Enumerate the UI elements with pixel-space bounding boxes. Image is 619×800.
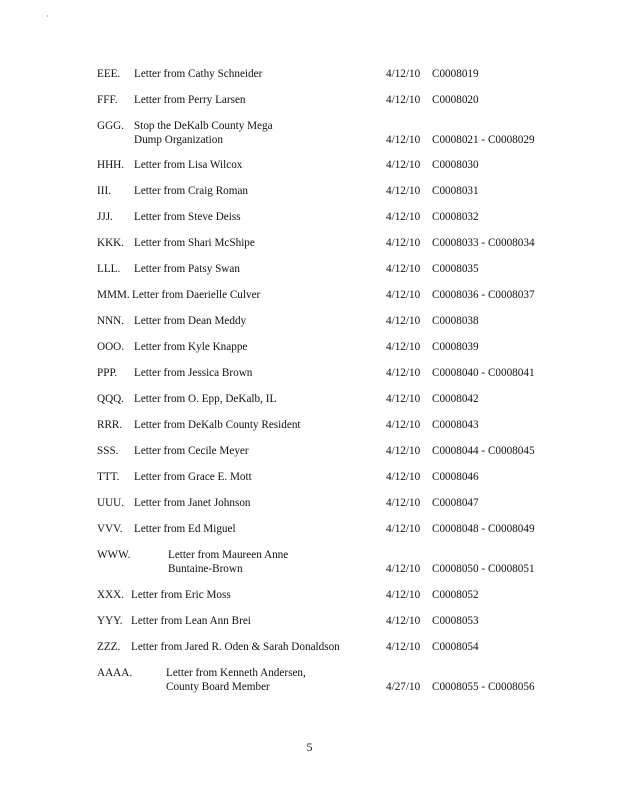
exhibit-date: 4/12/10 — [386, 237, 421, 249]
exhibit-entry — [0, 522, 619, 536]
exhibit-date: 4/12/10 — [386, 263, 421, 275]
exhibit-description: Letter from Grace E. Mott — [134, 471, 252, 483]
exhibit-description: Buntaine-Brown — [168, 563, 243, 575]
bates-number: C0008044 - C0008045 — [432, 445, 535, 457]
exhibit-date: 4/27/10 — [386, 681, 421, 693]
exhibit-entry — [0, 314, 619, 328]
exhibit-date: 4/12/10 — [386, 641, 421, 653]
exhibit-code: UUU. — [97, 497, 125, 509]
bates-number: C0008036 - C0008037 — [432, 289, 535, 301]
exhibit-entry — [0, 666, 619, 694]
exhibit-code: GGG. — [97, 120, 125, 132]
bates-number: C0008046 — [432, 471, 479, 483]
exhibit-entry — [0, 640, 619, 654]
exhibit-description: Letter from Craig Roman — [134, 185, 249, 197]
exhibit-entry — [0, 184, 619, 198]
exhibit-code: NNN. — [97, 315, 125, 327]
bates-number: C0008052 — [432, 589, 479, 601]
exhibit-entry — [0, 470, 619, 484]
exhibit-date: 4/12/10 — [386, 419, 421, 431]
exhibit-date: 4/12/10 — [386, 341, 421, 353]
exhibit-code: PPP. — [97, 367, 118, 379]
exhibit-description: Dump Organization — [134, 134, 223, 146]
bates-number: C0008021 - C0008029 — [432, 134, 535, 146]
bates-number: C0008031 — [432, 185, 479, 197]
exhibit-description: Letter from Kenneth Andersen, — [166, 667, 306, 679]
exhibit-description: Letter from Patsy Swan — [134, 263, 240, 275]
bates-number: C0008032 — [432, 211, 479, 223]
exhibit-date: 4/12/10 — [386, 471, 421, 483]
exhibit-code: III. — [97, 185, 111, 197]
exhibit-code: VVV. — [97, 523, 123, 535]
bates-number: C0008040 - C0008041 — [432, 367, 535, 379]
exhibit-entry — [0, 366, 619, 380]
exhibit-code: KKK. — [97, 237, 125, 249]
exhibit-code: WWW. — [97, 549, 131, 561]
exhibit-date: 4/12/10 — [386, 497, 421, 509]
exhibit-date: 4/12/10 — [386, 185, 421, 197]
exhibit-entry — [0, 158, 619, 172]
exhibit-date: 4/12/10 — [386, 134, 421, 146]
bates-number: C0008054 — [432, 641, 479, 653]
exhibit-date: 4/12/10 — [386, 589, 421, 601]
exhibit-entry — [0, 444, 619, 458]
page-number: 5 — [306, 740, 313, 754]
exhibit-code: RRR. — [97, 419, 123, 431]
bates-number: C0008050 - C0008051 — [432, 563, 535, 575]
exhibit-code: EEE. — [97, 68, 121, 80]
exhibit-code: XXX. — [97, 589, 125, 601]
bates-number: C0008039 — [432, 341, 479, 353]
exhibit-entry — [0, 340, 619, 354]
exhibit-date: 4/12/10 — [386, 68, 421, 80]
exhibit-date: 4/12/10 — [386, 367, 421, 379]
exhibit-code: AAAA. — [97, 667, 133, 679]
exhibit-entry — [0, 119, 619, 147]
exhibit-description: Letter from Cathy Schneider — [134, 68, 263, 80]
exhibit-description: Letter from Janet Johnson — [134, 497, 251, 509]
exhibit-date: 4/12/10 — [386, 315, 421, 327]
exhibit-code: MMM. — [97, 289, 130, 301]
exhibit-code: OOO. — [97, 341, 125, 353]
exhibit-description: Letter from DeKalb County Resident — [134, 419, 301, 431]
bates-number: C0008019 — [432, 68, 479, 80]
exhibit-description: Letter from Shari McShipe — [134, 237, 255, 249]
exhibit-entry — [0, 67, 619, 81]
bates-number: C0008053 — [432, 615, 479, 627]
exhibit-date: 4/12/10 — [386, 393, 421, 405]
exhibit-code: YYY. — [97, 615, 123, 627]
bates-number: C0008048 - C0008049 — [432, 523, 535, 535]
scan-mark: · — [46, 12, 49, 21]
bates-number: C0008047 — [432, 497, 479, 509]
exhibit-date: 4/12/10 — [386, 445, 421, 457]
exhibit-description: Letter from Perry Larsen — [134, 94, 246, 106]
exhibit-entry — [0, 392, 619, 406]
exhibit-description: Letter from Jessica Brown — [134, 367, 253, 379]
exhibit-entry — [0, 588, 619, 602]
bates-number: C0008055 - C0008056 — [432, 681, 535, 693]
bates-number: C0008038 — [432, 315, 479, 327]
exhibit-entry — [0, 210, 619, 224]
exhibit-description: Letter from Dean Meddy — [134, 315, 247, 327]
exhibit-code: FFF. — [97, 94, 118, 106]
exhibit-code: TTT. — [97, 471, 120, 483]
exhibit-date: 4/12/10 — [386, 94, 421, 106]
bates-number: C0008030 — [432, 159, 479, 171]
exhibit-entry — [0, 496, 619, 510]
exhibit-code: JJJ. — [97, 211, 113, 223]
exhibit-description: Letter from Kyle Knappe — [134, 341, 248, 353]
exhibit-description: Letter from Eric Moss — [131, 589, 231, 601]
exhibit-code: SSS. — [97, 445, 119, 457]
exhibit-description: Letter from O. Epp, DeKalb, IL — [134, 393, 277, 405]
exhibit-date: 4/12/10 — [386, 211, 421, 223]
exhibit-description: Letter from Daerielle Culver — [132, 289, 261, 301]
exhibit-entry — [0, 288, 619, 302]
exhibit-entry — [0, 548, 619, 576]
bates-number: C0008035 — [432, 263, 479, 275]
exhibit-entry — [0, 236, 619, 250]
exhibit-entry — [0, 262, 619, 276]
exhibit-description: Stop the DeKalb County Mega — [134, 120, 273, 132]
exhibit-code: HHH. — [97, 159, 125, 171]
exhibit-date: 4/12/10 — [386, 563, 421, 575]
exhibit-date: 4/12/10 — [386, 523, 421, 535]
bates-number: C0008043 — [432, 419, 479, 431]
exhibit-entry — [0, 93, 619, 107]
exhibit-description: Letter from Lisa Wilcox — [134, 159, 243, 171]
exhibit-description: Letter from Cecile Meyer — [134, 445, 249, 457]
exhibit-description: Letter from Ed Miguel — [134, 523, 236, 535]
bates-number: C0008033 - C0008034 — [432, 237, 535, 249]
exhibit-description: Letter from Lean Ann Brei — [131, 615, 251, 627]
exhibit-entry — [0, 614, 619, 628]
bates-number: C0008020 — [432, 94, 479, 106]
exhibit-description: County Board Member — [166, 681, 270, 693]
exhibit-entry — [0, 418, 619, 432]
exhibit-description: Letter from Jared R. Oden & Sarah Donaldson — [131, 641, 340, 653]
exhibit-description: Letter from Steve Deiss — [134, 211, 241, 223]
exhibit-date: 4/12/10 — [386, 615, 421, 627]
exhibit-description: Letter from Maureen Anne — [168, 549, 289, 561]
exhibit-date: 4/12/10 — [386, 289, 421, 301]
exhibit-code: QQQ. — [97, 393, 125, 405]
exhibit-code: ZZZ. — [97, 641, 121, 653]
bates-number: C0008042 — [432, 393, 479, 405]
exhibit-date: 4/12/10 — [386, 159, 421, 171]
exhibit-code: LLL. — [97, 263, 121, 275]
